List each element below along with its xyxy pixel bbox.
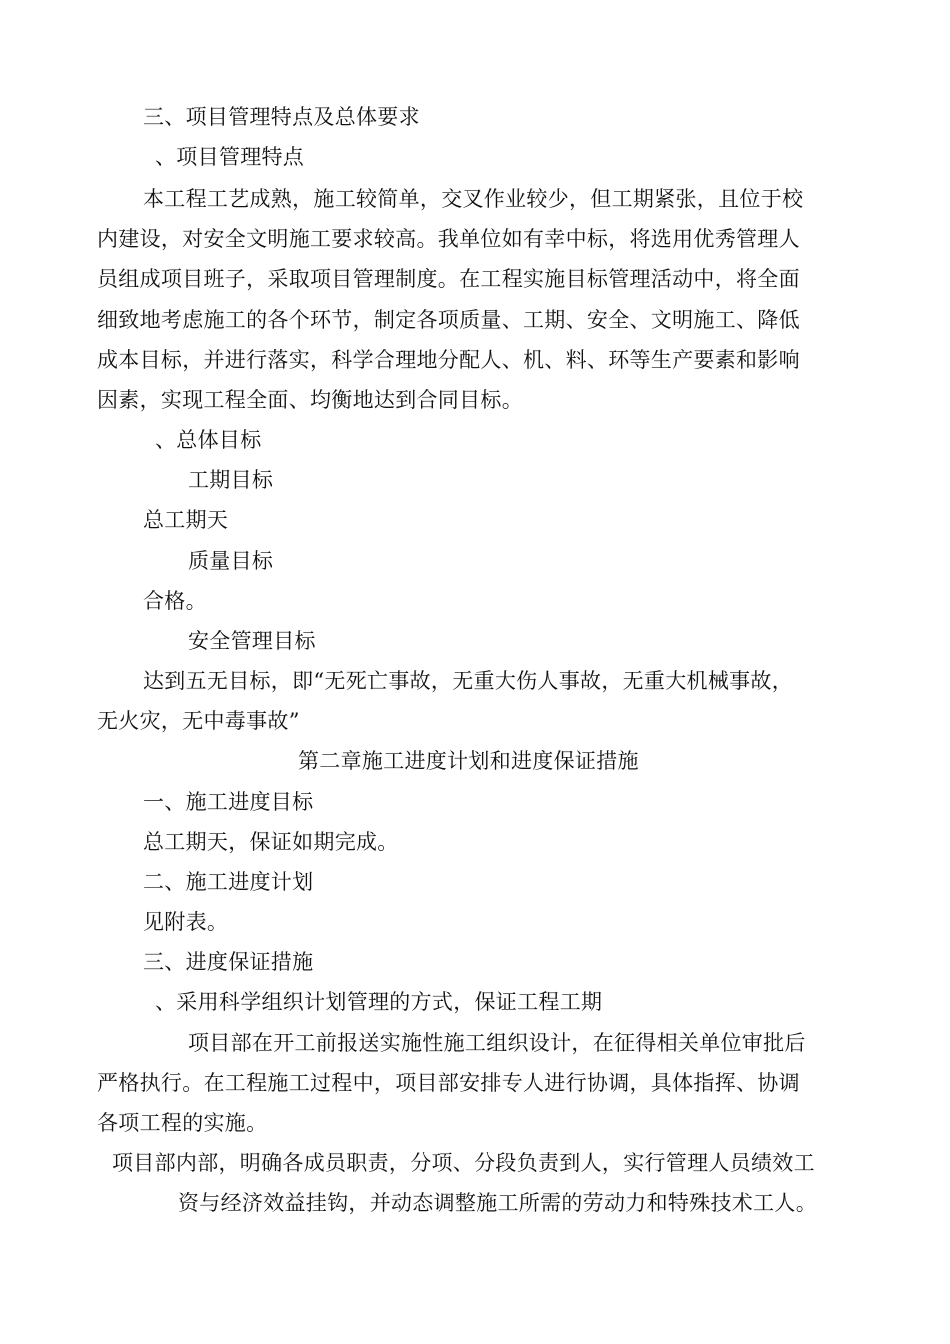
section-heading: 二、施工进度计划 xyxy=(143,870,314,894)
chapter-title: 第二章施工进度计划和进度保证措施 xyxy=(298,749,639,773)
section-heading: 三、项目管理特点及总体要求 xyxy=(143,105,420,129)
goal-label: 工期目标 xyxy=(188,468,274,492)
paragraph-line: 内建设，对安全文明施工要求较高。我单位如有幸中标，将选用优秀管理人 xyxy=(97,227,800,251)
section-text: 总工期天，保证如期完成。 xyxy=(143,830,399,854)
paragraph-line: 本工程工艺成熟，施工较简单，交叉作业较少，但工期紧张，且位于校 xyxy=(143,187,804,211)
paragraph-line: 项目部在开工前报送实施性施工组织设计，在征得相关单位审批后 xyxy=(188,1031,806,1055)
goal-label: 安全管理目标 xyxy=(188,629,316,653)
paragraph-line: 细致地考虑施工的各个环节，制定各项质量、工期、安全、文明施工、降低 xyxy=(97,308,800,332)
paragraph-line: 各项工程的实施。 xyxy=(97,1111,268,1135)
goal-text: 总工期天 xyxy=(143,508,229,532)
paragraph-line: 资与经济效益挂钩，并动态调整施工所需的劳动力和特殊技术工人。 xyxy=(178,1191,817,1215)
section-heading: 一、施工进度目标 xyxy=(143,790,314,814)
paragraph-line: 员组成项目班子，采取项目管理制度。在工程实施目标管理活动中，将全面 xyxy=(97,267,800,291)
goal-label: 质量目标 xyxy=(188,549,274,573)
goal-text: 无火灾，无中毒事故” xyxy=(97,709,300,733)
goal-text: 合格。 xyxy=(143,589,207,613)
goal-text: 达到五无目标，即“无死亡事故，无重大伤人事故，无重大机械事故， xyxy=(143,669,794,693)
section-text: 见附表。 xyxy=(143,910,229,934)
paragraph-line: 严格执行。在工程施工过程中，项目部安排专人进行协调，具体指挥、协调 xyxy=(97,1071,800,1095)
paragraph-line: 因素，实现工程全面、均衡地达到合同目标。 xyxy=(97,388,523,412)
subsection-heading: 、采用科学组织计划管理的方式，保证工程工期 xyxy=(155,990,603,1014)
paragraph-line: 项目部内部，明确各成员职责，分项、分段负责到人，实行管理人员绩效工 xyxy=(112,1151,815,1175)
paragraph-line: 成本目标，并进行落实，科学合理地分配人、机、料、环等生产要素和影响 xyxy=(97,348,800,372)
subsection-heading: 、总体目标 xyxy=(155,428,262,452)
section-heading: 三、进度保证措施 xyxy=(143,950,314,974)
subsection-heading: 、项目管理特点 xyxy=(155,145,305,169)
